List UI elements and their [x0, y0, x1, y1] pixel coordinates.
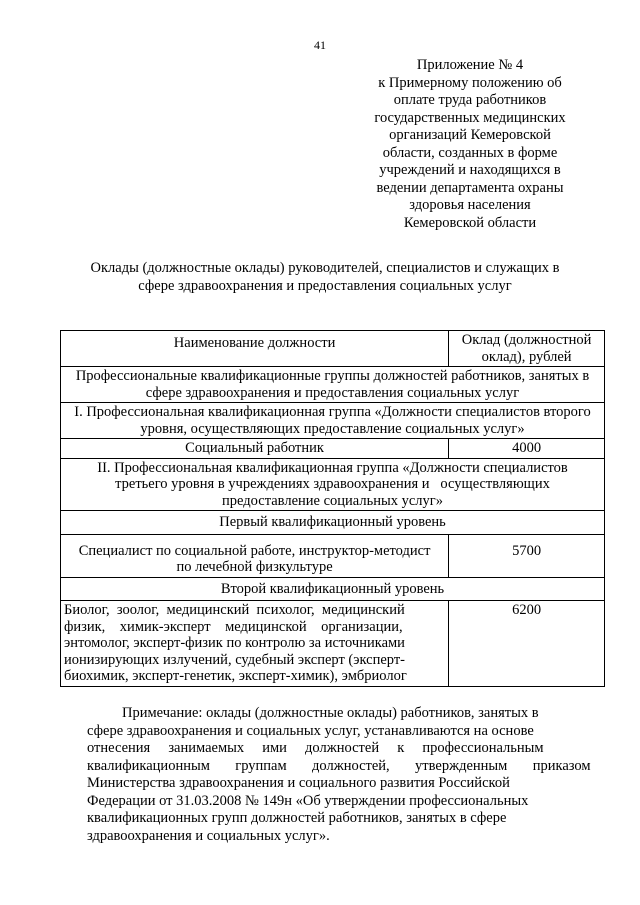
level2-cell — [61, 577, 605, 601]
section-row — [61, 403, 605, 439]
table-header-row — [61, 331, 605, 367]
title-line: сфере здравоохранения и предоставления социальных услуг — [138, 278, 512, 294]
position-name: физик, химик-эксперт медицинской организации, — [64, 618, 403, 635]
salary-table — [60, 330, 605, 687]
appendix-header — [360, 57, 580, 232]
level-label: Второй квалификационный уровень — [220, 580, 445, 597]
appendix-line: учреждений и находящихся в — [379, 162, 561, 178]
note-line: сфере здравоохранения и социальных услуг, устанавливаются на основе — [87, 722, 534, 739]
level-row — [61, 511, 605, 535]
position-name: Биолог, зоолог, медицинский психолог, медицинский — [64, 602, 405, 618]
page-number: 41 — [314, 38, 326, 52]
position-name: ионизирующих излучений, судебный эксперт (эксперт- — [64, 651, 405, 668]
note-line: здравоохранения и социальных услуг». — [87, 827, 330, 844]
salary-value: 6200 — [512, 602, 542, 618]
group-line: сфере здравоохранения и предоставления социальных услуг — [145, 384, 520, 401]
level1-cell — [61, 511, 605, 535]
note-line: квалификационным группам должностей, утвержденным приказом — [87, 757, 591, 774]
appendix-line: государственных медицинских — [374, 109, 566, 126]
appendix-line: Кемеровской области — [403, 214, 537, 231]
appendix-line: ведении департамента охраны — [376, 179, 564, 196]
section-row — [61, 458, 605, 511]
note-line: Примечание: оклады (должностные оклады) работников, занятых в — [122, 705, 539, 721]
salary-value: 5700 — [512, 542, 542, 559]
header-salary-line: Оклад (должностной — [461, 332, 592, 348]
level-label: Первый квалификационный уровень — [219, 514, 446, 530]
section-line: третьего уровня в учреждениях здравоохранения и осуществляющих — [115, 476, 550, 492]
appendix-line: области, созданных в форме — [382, 144, 558, 161]
position-name: Социальный работник — [185, 440, 324, 456]
appendix-line: оплате труда работников — [393, 92, 547, 108]
position-name: биохимик, эксперт-генетик, эксперт-химик), эмбриолог — [64, 668, 407, 684]
appendix-line: к Примерному положению об — [378, 74, 562, 91]
note-line: отнесения занимаемых ими должностей к профессиональным — [87, 740, 544, 756]
level-row — [61, 577, 605, 601]
position-cell — [61, 439, 449, 459]
position-cell — [61, 534, 449, 577]
table-row — [61, 534, 605, 577]
note-line: Федерации от 31.03.2008 № 149н «Об утверждении профессиональных — [87, 792, 529, 809]
section-line: II. Профессиональная квалификационная группа «Должности специалистов — [97, 459, 568, 476]
section2-cell — [61, 458, 605, 511]
section-line: предоставление социальных услуг» — [222, 492, 443, 509]
salary-cell — [449, 601, 605, 687]
section-line: I. Профессиональная квалификационная группа «Должности специалистов второго — [74, 404, 591, 420]
header-name: Наименование должности — [173, 335, 336, 351]
salary-cell — [449, 534, 605, 577]
appendix-line: организаций Кемеровской — [389, 127, 551, 143]
header-name-cell — [61, 331, 449, 367]
header-salary-line: оклад), рублей — [481, 348, 572, 365]
appendix-line: Приложение № 4 — [416, 57, 524, 73]
table-row — [61, 601, 605, 687]
position-name: по лечебной физкультуре — [176, 559, 333, 575]
table-row — [61, 439, 605, 459]
group-row — [61, 367, 605, 403]
position-name: энтомолог, эксперт-физик по контролю за источниками — [64, 635, 405, 651]
header-salary-cell — [449, 331, 605, 367]
position-cell — [61, 601, 449, 687]
note-line: Министерства здравоохранения и социального развития Российской — [87, 775, 510, 791]
position-name: Специалист по социальной работе, инструктор-методист — [78, 542, 431, 559]
appendix-line: здоровья населения — [409, 197, 531, 213]
salary-cell — [449, 439, 605, 459]
document-title — [60, 259, 590, 295]
salary-value: 4000 — [512, 440, 542, 456]
group-line: Профессиональные квалификационные группы должностей работников, занятых в — [75, 368, 590, 384]
group-cell — [61, 367, 605, 403]
section1-cell — [61, 403, 605, 439]
title-line: Оклады (должностные оклады) руководителей, специалистов и служащих в — [90, 260, 560, 276]
section-line: уровня, осуществляющих предоставление социальных услуг» — [140, 420, 525, 437]
note-line: квалификационных групп должностей работников, занятых в сфере — [87, 810, 507, 826]
note-paragraph — [87, 705, 591, 845]
